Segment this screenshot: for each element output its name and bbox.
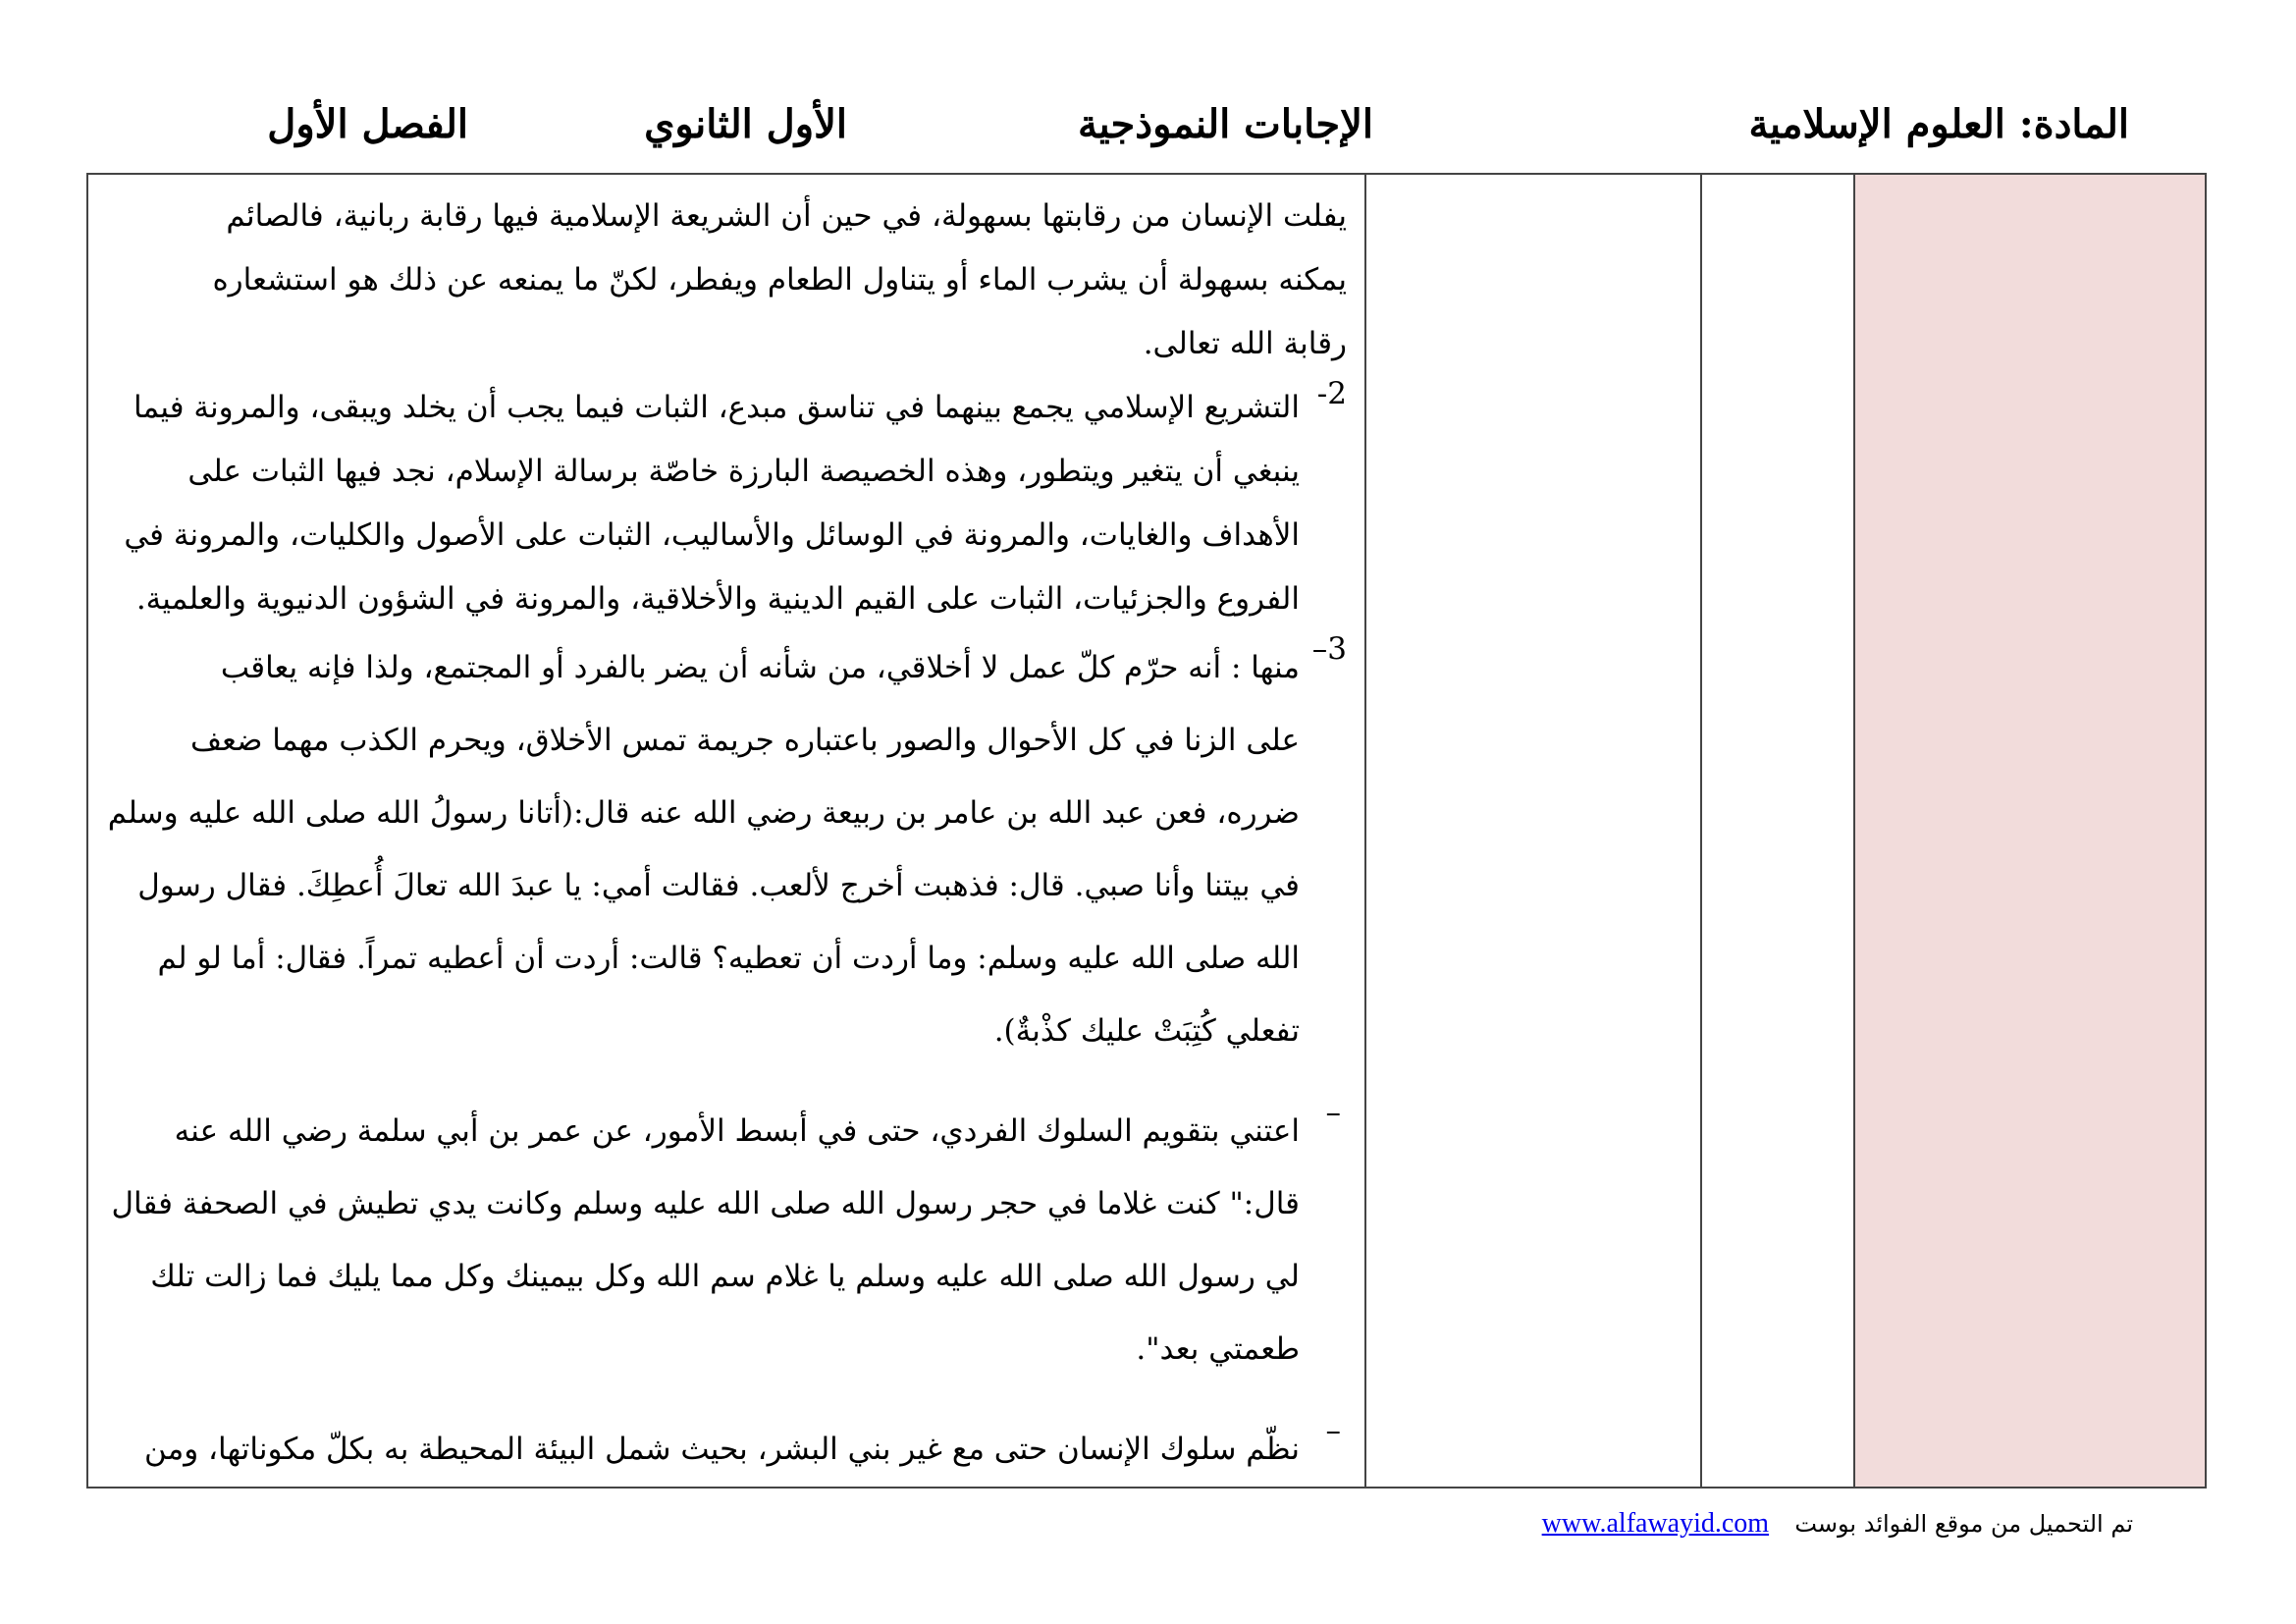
item-paragraph bbox=[100, 1095, 1300, 1385]
text-line: اعتني بتقويم السلوك الفردي، حتى في أبسط الأمور، عن عمر بن أبي سلمة رضي الله عنه bbox=[174, 1113, 1300, 1149]
empty-column bbox=[1364, 175, 1700, 1487]
shaded-column bbox=[1853, 175, 2205, 1487]
text-line: رقابة الله تعالى. bbox=[1143, 326, 1347, 361]
text-line: منها : أنه حرّم كلّ عمل لا أخلاقي، من شأنه أن يضر بالفرد أو المجتمع، ولذا فإنه يعاقب bbox=[220, 650, 1300, 685]
bullet-dash: – bbox=[1325, 1095, 1341, 1130]
intro-paragraph bbox=[100, 185, 1347, 376]
bullet-item bbox=[100, 1413, 1347, 1486]
item-paragraph bbox=[100, 1413, 1300, 1486]
text-line: يفلت الإنسان من رقابتها بسهولة، في حين أن الشريعة الإسلامية فيها رقابة ربانية، فالصائم bbox=[226, 198, 1347, 234]
text-line: قال:" كنت غلاما في حجر رسول الله صلى الله عليه وسلم وكانت يدي تطيش في الصحفة فقال bbox=[111, 1186, 1300, 1221]
text-line: الله صلى الله عليه وسلم: وما أردت أن تعطيه؟ قالت: أردت أن أعطيه تمراً. فقال: أما لو لم bbox=[157, 941, 1300, 976]
term-title: الفصل الأول bbox=[267, 101, 468, 147]
subject-title: المادة: العلوم الإسلامية bbox=[1748, 101, 2129, 147]
text-line: يمكنه بسهولة أن يشرب الماء أو يتناول الطعام ويفطر، لكنّ ما يمنعه عن ذلك هو استشعاره bbox=[212, 262, 1347, 298]
text-line: طعمتي بعد". bbox=[1136, 1331, 1300, 1367]
answers-title: الإجابات النموذجية bbox=[1078, 101, 1373, 147]
item-number: 2- bbox=[1316, 376, 1347, 411]
text-line: ضرره، فعن عبد الله بن عامر بن ربيعة رضي الله عنه قال:(أتانا رسولُ الله صلى الله عليه وسلم bbox=[107, 795, 1300, 831]
text-line: لي رسول الله صلى الله عليه وسلم يا غلام سم الله وكل بيمينك وكل مما يليك فما زالت تلك bbox=[150, 1259, 1300, 1294]
bullet-dash: – bbox=[1325, 1413, 1341, 1448]
download-note: تم التحميل من موقع الفوائد بوست bbox=[1794, 1510, 2133, 1538]
text-line: تفعلي كُتِبَتْ عليك كذْبةٌ). bbox=[993, 1013, 1300, 1049]
text-line: على الزنا في كل الأحوال والصور باعتباره جريمة تمس الأخلاق، ويحرم الكذب مهما ضعف bbox=[190, 723, 1300, 758]
page-footer bbox=[1542, 1508, 2133, 1547]
answer-item-3 bbox=[100, 631, 1347, 1067]
item-paragraph bbox=[100, 631, 1300, 1067]
bullet-item bbox=[100, 1095, 1347, 1385]
text-line: نظّم سلوك الإنسان حتى مع غير بني البشر، بحيث شمل البيئة المحيطة به بكلّ مكوناتها، ومن bbox=[144, 1432, 1300, 1467]
text-line: ينبغي أن يتغير ويتطور، وهذه الخصيصة البارزة خاصّة برسالة الإسلام، نجد فيها الثبات على bbox=[187, 454, 1300, 489]
page-header bbox=[0, 90, 2296, 159]
answer-item-2 bbox=[100, 376, 1347, 631]
answers-table bbox=[86, 173, 2207, 1489]
item-number: 3– bbox=[1311, 631, 1347, 667]
empty-column bbox=[1700, 175, 1853, 1487]
spacer bbox=[100, 1067, 1347, 1095]
spacer bbox=[100, 1385, 1347, 1413]
grade-title: الأول الثانوي bbox=[644, 101, 847, 147]
text-line: الأهداف والغايات، والمرونة في الوسائل والأساليب، الثبات على الأصول والكليات، والمرونة في bbox=[124, 517, 1300, 553]
text-line: الفروع والجزئيات، الثبات على القيم الدينية والأخلاقية، والمرونة في الشؤون الدنيوية والعلمية. bbox=[135, 581, 1300, 617]
answer-text-column bbox=[88, 175, 1364, 1487]
website-link[interactable]: www.alfawayid.com bbox=[1541, 1508, 1770, 1539]
item-paragraph bbox=[100, 376, 1300, 631]
text-line: في بيتنا وأنا صبي. قال: فذهبت أخرج لألعب. فقالت أمي: يا عبدَ الله تعالَ أُعطِكَ. فقال رسول bbox=[137, 868, 1300, 903]
text-line: التشريع الإسلامي يجمع بينهما في تناسق مبدع، الثبات فيما يجب أن يخلد ويبقى، والمرونة فيما bbox=[133, 390, 1300, 425]
